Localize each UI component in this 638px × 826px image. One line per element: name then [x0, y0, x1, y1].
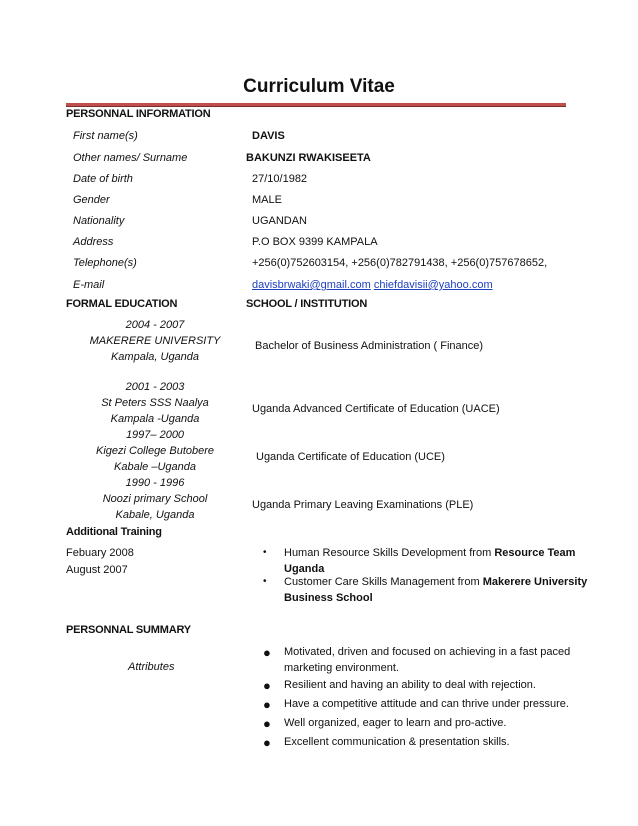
edu-place-2: Kampala -Uganda: [110, 413, 200, 425]
edu-award-2: Uganda Advanced Certificate of Education (UACE): [252, 403, 500, 415]
personal-summary-heading: PERSONNAL SUMMARY: [66, 624, 191, 636]
edu-school-1: MAKERERE UNIVERSITY: [89, 335, 221, 347]
value-first-name: DAVIS: [252, 130, 285, 142]
edu-years-2: 2001 - 2003: [125, 381, 185, 393]
bullet-icon: •: [263, 576, 267, 587]
value-address: P.O BOX 9399 KAMPALA: [252, 236, 378, 248]
additional-training-heading: Additional Training: [66, 526, 162, 538]
label-surname: Other names/ Surname: [73, 152, 188, 164]
edu-years-1: 2004 - 2007: [125, 319, 185, 331]
value-dob: 27/10/1982: [252, 173, 308, 185]
email-link-gmail[interactable]: davisbrwaki@gmail.com: [252, 279, 371, 291]
value-telephone: +256(0)752603154, +256(0)782791438, +256(0)757678652,: [252, 257, 548, 269]
label-email: E-mail: [73, 279, 105, 291]
summary-item-5: Excellent communication & presentation skills.: [284, 736, 510, 748]
value-surname: BAKUNZI RWAKISEETA: [246, 152, 371, 164]
edu-school-2: St Peters SSS Naalya: [101, 397, 209, 409]
edu-award-4: Uganda Primary Leaving Examinations (PLE): [252, 499, 474, 511]
label-dob: Date of birth: [73, 173, 133, 185]
edu-school-3: Kigezi College Butobere: [95, 445, 215, 457]
edu-place-4: Kabale, Uganda: [115, 509, 195, 521]
document-title: Curriculum Vitae: [243, 76, 395, 97]
training-date-1: Febuary 2008: [66, 547, 134, 559]
summary-item-4: Well organized, eager to learn and pro-active.: [284, 717, 507, 729]
value-email: [252, 279, 493, 291]
edu-place-3: Kabale –Uganda: [114, 461, 196, 473]
training-item-2: Customer Care Skills Management from Makerere University Business School: [284, 576, 588, 604]
attributes-label: Attributes: [128, 661, 175, 673]
email-link-yahoo[interactable]: chiefdavisii@yahoo.com: [373, 279, 493, 291]
label-gender: Gender: [73, 194, 110, 206]
personal-info-heading: PERSONNAL INFORMATION: [66, 108, 211, 120]
bullet-icon: ●: [263, 678, 271, 693]
edu-award-3: Uganda Certificate of Education (UCE): [256, 451, 445, 463]
edu-school-4: Noozi primary School: [102, 493, 208, 505]
edu-award-1: Bachelor of Business Administration ( Finance): [255, 340, 484, 352]
summary-item-2: Resilient and having an ability to deal with rejection.: [284, 679, 536, 691]
formal-education-heading: FORMAL EDUCATION: [66, 298, 178, 310]
summary-item-1: Motivated, driven and focused on achieving in a fast paced: [284, 646, 571, 658]
school-institution-heading: SCHOOL / INSTITUTION: [246, 298, 368, 310]
edu-years-4: 1990 - 1996: [125, 477, 185, 489]
label-nationality: Nationality: [73, 215, 125, 227]
label-first-name: First name(s): [73, 130, 138, 142]
label-telephone: Telephone(s): [73, 257, 137, 269]
edu-place-1: Kampala, Uganda: [110, 351, 200, 363]
training-item-1: Human Resource Skills Development from Resource Team Uganda: [284, 547, 576, 575]
training-date-2: August 2007: [66, 564, 128, 576]
label-address: Address: [73, 236, 114, 248]
value-gender: MALE: [252, 194, 282, 206]
summary-item-3: Have a competitive attitude and can thrive under pressure.: [284, 698, 569, 710]
title-rule: [66, 103, 566, 107]
value-nationality: UGANDAN: [252, 215, 308, 227]
summary-item-1-cont: marketing environment.: [284, 662, 399, 674]
bullet-icon: ●: [263, 716, 271, 731]
edu-years-3: 1997– 2000: [125, 429, 185, 441]
bullet-icon: ●: [263, 697, 271, 712]
bullet-icon: •: [263, 547, 267, 558]
bullet-icon: ●: [263, 735, 271, 750]
bullet-icon: ●: [263, 645, 271, 660]
